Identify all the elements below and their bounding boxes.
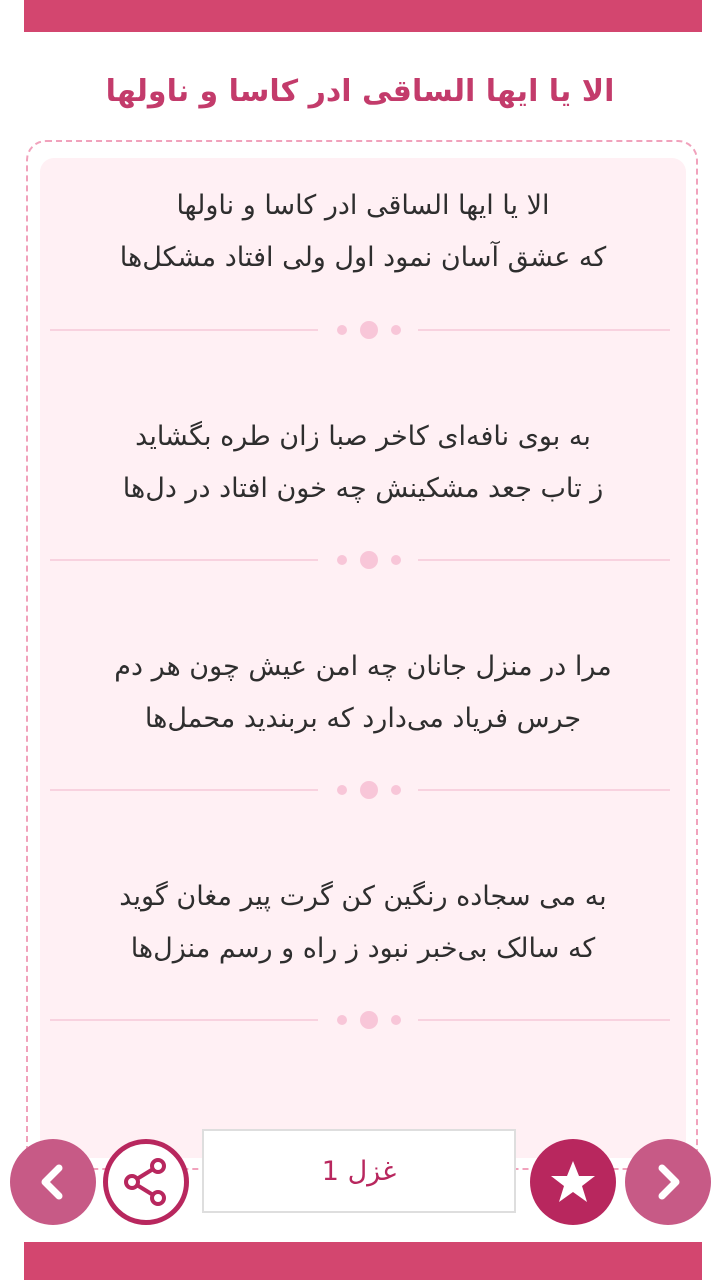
chevron-right-icon xyxy=(648,1162,688,1202)
verse-line: که عشق آسان نمود اول ولی افتاد مشکل‌ها xyxy=(119,242,607,273)
verse-3 xyxy=(40,641,686,745)
verse-separator xyxy=(50,320,670,340)
verse-4 xyxy=(40,871,686,975)
verse-line: به بوی نافه‌ای کاخر صبا زان طره بگشاید xyxy=(135,421,591,452)
verse-separator xyxy=(50,780,670,800)
verse-line: به می سجاده رنگین کن گرت پیر مغان گوید xyxy=(119,881,607,912)
verse-separator xyxy=(50,550,670,570)
bottom-bar xyxy=(24,1242,702,1280)
verse-2 xyxy=(40,411,686,515)
previous-button[interactable] xyxy=(10,1139,96,1225)
verse-line: ز تاب جعد مشکینش چه خون افتاد در دل‌ها xyxy=(122,473,604,504)
page-indicator[interactable] xyxy=(202,1129,516,1213)
verse-1 xyxy=(40,180,686,284)
page-title: الا یا ایها الساقی ادر کاسا و ناولها xyxy=(105,74,615,109)
verse-line: الا یا ایها الساقی ادر کاسا و ناولها xyxy=(176,190,550,221)
share-icon xyxy=(120,1156,172,1208)
page-label: غزل 1 xyxy=(321,1155,397,1187)
favorite-button[interactable] xyxy=(530,1139,616,1225)
verse-separator xyxy=(50,1010,670,1030)
top-bar xyxy=(24,0,702,32)
next-button[interactable] xyxy=(625,1139,711,1225)
verse-line: که سالک بی‌خبر نبود ز راه و رسم منزل‌ها xyxy=(130,933,596,964)
star-icon xyxy=(549,1158,597,1206)
share-button[interactable] xyxy=(103,1139,189,1225)
chevron-left-icon xyxy=(33,1162,73,1202)
verse-line: مرا در منزل جانان چه امن عیش چون هر دم xyxy=(114,651,612,682)
verse-line: جرس فریاد می‌دارد که بربندید محمل‌ها xyxy=(144,703,582,734)
